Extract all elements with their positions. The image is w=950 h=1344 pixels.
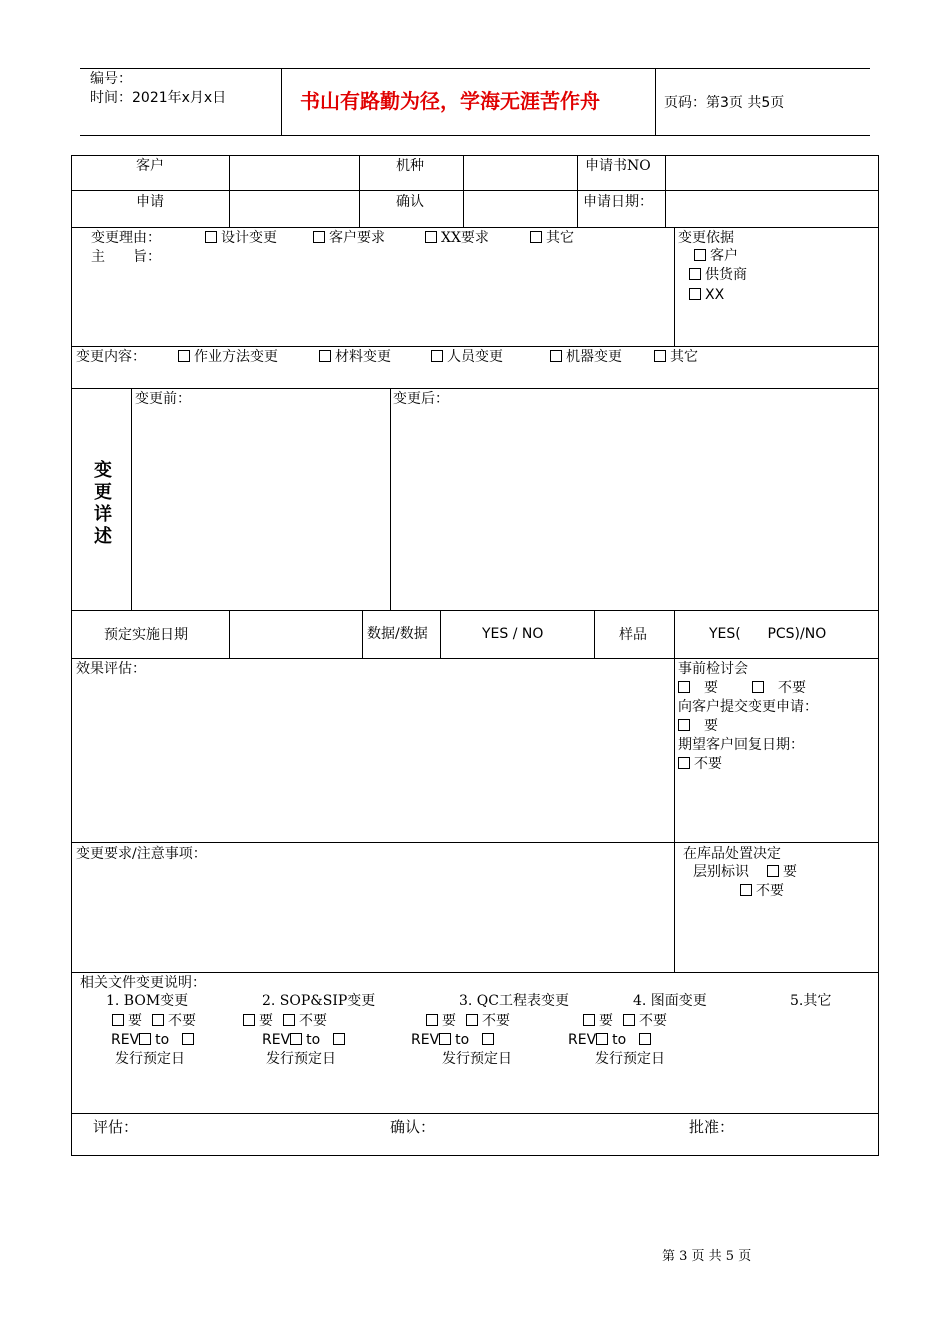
content-option-personnel[interactable]: 人员变更 [431, 348, 503, 367]
eval-sign-label: 评估： [93, 1118, 139, 1136]
checkbox-icon [333, 1033, 345, 1045]
checkbox-icon [689, 268, 701, 280]
sample-yes-no[interactable]: YES( PCS)/NO [709, 626, 827, 642]
checkbox-icon [678, 757, 690, 769]
approve-sign-label: 批准： [689, 1118, 735, 1136]
content-option-material[interactable]: 材料变更 [319, 348, 391, 367]
checkbox-icon [152, 1014, 164, 1026]
checkbox-icon [740, 884, 752, 896]
stock-title: 在库品处置决定 [683, 846, 781, 862]
reason-option-xx[interactable]: XX要求 [425, 229, 489, 248]
data-yes-no[interactable]: YES / NO [482, 626, 544, 642]
checkbox-icon [139, 1033, 151, 1045]
submit-label: 向客户提交变更申请： [678, 699, 818, 715]
apply-date-label: 申请日期： [583, 194, 653, 210]
meeting-no-need[interactable]: 不要 [752, 679, 806, 698]
checkbox-icon [752, 681, 764, 693]
content-label: 变更内容： [76, 349, 146, 365]
meeting-label: 事前检讨会 [678, 661, 748, 677]
page-info: 页码：第3页 共5页 [664, 95, 785, 111]
confirm-sign-label: 确认： [390, 1118, 436, 1136]
effect-field[interactable] [73, 680, 671, 840]
doc-qc-need[interactable]: 要 不要 [426, 1012, 510, 1031]
doc-item-bom: 1. BOM变更 [106, 993, 189, 1009]
checkbox-icon [550, 350, 562, 362]
checkbox-icon [583, 1014, 595, 1026]
checkbox-icon [313, 231, 325, 243]
customer-field[interactable] [231, 157, 357, 188]
doc-drawing-need[interactable]: 要 不要 [583, 1012, 667, 1031]
confirm-label: 确认 [396, 194, 424, 210]
doc-sop-issue-date: 发行预定日 [266, 1051, 336, 1067]
level-label: 层别标识 [693, 864, 749, 880]
checkbox-icon [182, 1033, 194, 1045]
checkbox-icon [678, 681, 690, 693]
doc-drawing-issue-date: 发行预定日 [595, 1051, 665, 1067]
doc-item-drawing: 4. 图面变更 [633, 993, 707, 1009]
checkbox-icon [689, 288, 701, 300]
checkbox-icon [426, 1014, 438, 1026]
notes-field[interactable] [73, 865, 671, 970]
checkbox-icon [678, 719, 690, 731]
level-no-need[interactable]: 不要 [740, 882, 784, 901]
model-label: 机种 [396, 158, 424, 174]
planned-date-field[interactable] [231, 612, 360, 656]
planned-date-label: 预定实施日期 [104, 627, 188, 643]
apply-date-field[interactable] [667, 192, 876, 225]
checkbox-icon [767, 865, 779, 877]
data-label: 数据/数据 [367, 626, 428, 642]
confirm-field[interactable] [465, 192, 575, 225]
apply-field[interactable] [231, 192, 357, 225]
reply-no-need[interactable]: 不要 [678, 755, 722, 774]
model-field[interactable] [465, 157, 575, 188]
reason-option-customer[interactable]: 客户要求 [313, 229, 385, 248]
basis-title: 变更依据 [678, 230, 734, 246]
apply-label: 申请 [136, 194, 164, 210]
notes-label: 变更要求/注意事项： [76, 846, 207, 862]
submit-need[interactable]: 要 [678, 717, 718, 736]
meeting-need[interactable]: 要 [678, 679, 718, 698]
doc-item-sop: 2. SOP&SIP变更 [262, 993, 376, 1009]
doc-qc-rev[interactable]: REV to [411, 1031, 498, 1050]
customer-label: 客户 [136, 158, 164, 174]
doc-sop-rev[interactable]: REV to [262, 1031, 349, 1050]
time-label: 时间：2021年x月x日 [90, 90, 227, 106]
reason-option-other[interactable]: 其它 [530, 229, 574, 248]
effect-label: 效果评估： [76, 661, 146, 677]
content-option-machine[interactable]: 机器变更 [550, 348, 622, 367]
sample-label: 样品 [619, 627, 647, 643]
checkbox-icon [243, 1014, 255, 1026]
checkbox-icon [639, 1033, 651, 1045]
checkbox-icon [290, 1033, 302, 1045]
basis-option-xx[interactable]: XX [689, 286, 724, 305]
doc-drawing-rev[interactable]: REV to [568, 1031, 655, 1050]
before-label: 变更前： [135, 391, 191, 407]
after-label: 变更后： [393, 391, 449, 407]
before-field[interactable] [133, 410, 388, 608]
doc-bom-rev[interactable]: REV to [111, 1031, 198, 1050]
checkbox-icon [319, 350, 331, 362]
application-no-label: 申请书NO [585, 158, 651, 174]
number-label: 编号： [90, 71, 132, 87]
basis-option-customer[interactable]: 客户 [694, 247, 738, 266]
checkbox-icon [178, 350, 190, 362]
checkbox-icon [654, 350, 666, 362]
reason-option-design[interactable]: 设计变更 [205, 229, 277, 248]
checkbox-icon [283, 1014, 295, 1026]
eval-sign-field[interactable] [145, 1115, 375, 1153]
doc-sop-need[interactable]: 要 不要 [243, 1012, 327, 1031]
basis-option-supplier[interactable]: 供货商 [689, 266, 747, 285]
checkbox-icon [439, 1033, 451, 1045]
checkbox-icon [596, 1033, 608, 1045]
content-option-method[interactable]: 作业方法变更 [178, 348, 278, 367]
doc-bom-need[interactable]: 要 不要 [112, 1012, 196, 1031]
approve-sign-field[interactable] [741, 1115, 875, 1153]
detail-side-title: 变更详述 [94, 460, 112, 547]
content-option-other[interactable]: 其它 [654, 348, 698, 367]
application-no-field[interactable] [667, 157, 876, 188]
checkbox-icon [623, 1014, 635, 1026]
purpose-label: 主 旨： [91, 249, 161, 265]
checkbox-icon [431, 350, 443, 362]
doc-qc-issue-date: 发行预定日 [442, 1051, 512, 1067]
doc-item-qc: 3. QC工程表变更 [459, 993, 569, 1009]
checkbox-icon [466, 1014, 478, 1026]
confirm-sign-field[interactable] [442, 1115, 672, 1153]
doc-item-other: 5.其它 [790, 993, 832, 1009]
checkbox-icon [425, 231, 437, 243]
checkbox-icon [112, 1014, 124, 1026]
checkbox-icon [482, 1033, 494, 1045]
reply-date-label: 期望客户回复日期： [678, 737, 804, 753]
motto: 书山有路勤为径，学海无涯苦作舟 [300, 89, 600, 113]
checkbox-icon [694, 249, 706, 261]
level-need[interactable]: 要 [767, 863, 797, 882]
reason-label: 变更理由： [91, 230, 161, 246]
doc-bom-issue-date: 发行预定日 [115, 1051, 185, 1067]
docs-title: 相关文件变更说明： [80, 975, 206, 991]
page-footer: 第 3 页 共 5 页 [662, 1249, 752, 1264]
checkbox-icon [205, 231, 217, 243]
checkbox-icon [530, 231, 542, 243]
after-field[interactable] [392, 410, 876, 608]
